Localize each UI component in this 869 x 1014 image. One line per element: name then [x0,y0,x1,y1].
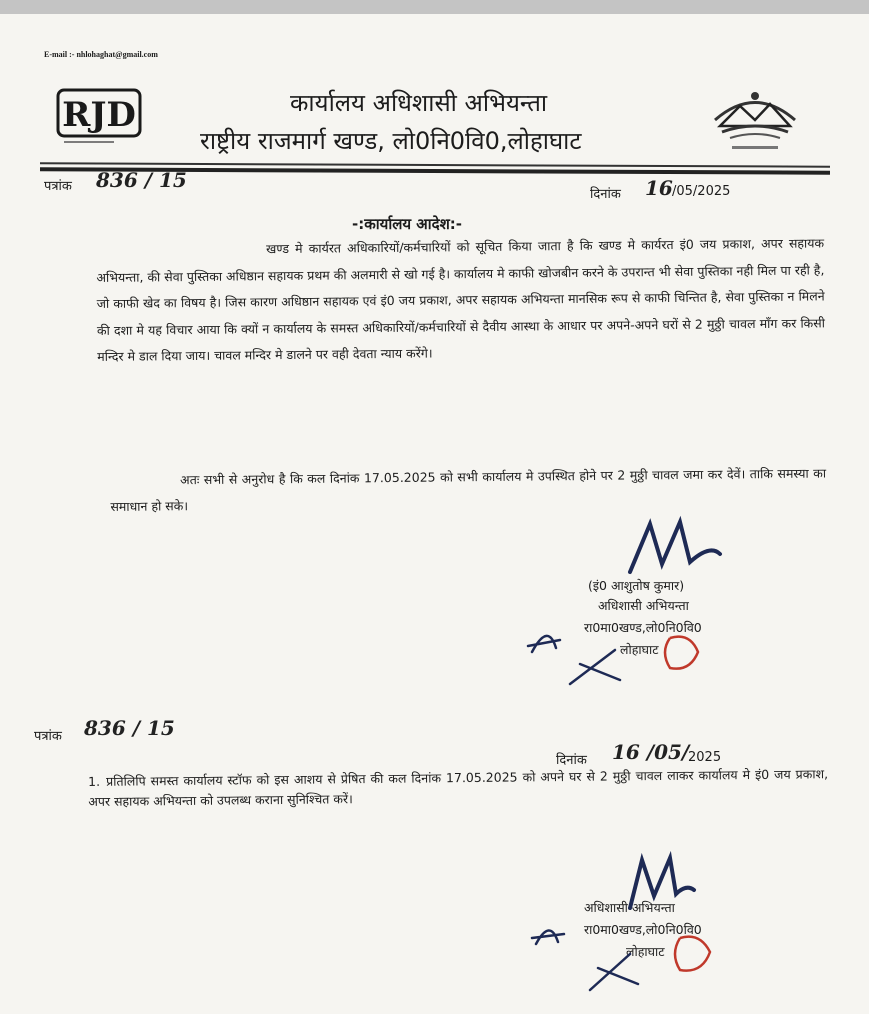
date-year-2: 2025 [688,750,722,765]
order-title: -:कार्यालय आदेश:- [352,215,463,233]
logo-left-text: RJD [62,95,136,135]
date-handwritten-2: 16 /05/ [612,740,690,764]
date-rest: /05/2025 [672,184,731,199]
copy-distribution-item [88,764,828,812]
item-number: 1. [88,773,101,789]
signatory-place: लोहाघाट [620,642,659,657]
uttarakhand-government-emblem-icon [700,80,810,158]
top-gray-bar [0,0,869,14]
office-order-document [0,14,869,1014]
rjd-logo-icon [54,86,144,148]
ref-number-handwritten-2: 836 / 15 [84,716,175,740]
initials-stamp-icon [520,612,720,692]
date-label: दिनांक [590,187,621,202]
ref-label: पत्रांक [44,179,72,194]
signatory-designation-2: अधिशासी अभियन्ता [584,900,675,915]
order-body-paragraph-1: खण्ड मे कार्यरत अधिकारियों/कर्मचारियों को सूचित किया जाता है कि खण्ड मे कार्यरत इं0 जय प्रकाश, अपर सहायक अभियन्ता, की सेवा पुस्तिका अधिष्ठान सहायक प्रथम की अलमारी से खो गई है। कार्यालय मे काफी खोजबीन करने के उपरान्त भी सेवा पुस्तिका नही मिल पा रही है, जो काफी खेद का विषय है। जिस कारण अधिष्ठान सहायक एवं इं0 जय प्रकाश, अपर सहायक अभियन्ता मानसिक रूप से काफी चिन्तित है, सेवा पुस्तिका न मिलने की दशा मे यह विचार आया कि क्यों न कार्यालय के समस्त अधिकारियों/कर्मचारियों से दैवीय आस्था के आधार पर अपने-अपने घरों से 2 मुठ्ठी चावल माँग कर किसी मन्दिर मे डाल दिया जाय। चावल मन्दिर मे डालने पर वही देवता न्याय करेंगे। [96,235,826,364]
signatory-division: रा0मा0खण्ड,लो0नि0वि0 [584,620,702,635]
date-day-handwritten: 16 [645,176,673,200]
date-label-2: दिनांक [556,753,587,768]
signature-scribble-icon [620,514,730,584]
order-body-paragraph-2: अतः सभी से अनुरोध है कि कल दिनांक 17.05.2025 को सभी कार्यालय मे उपस्थित होने पर 2 मुठ्ठी चावल जमा कर देवें। ताकि समस्या का समाधान हो सके। [110,465,827,514]
item-text: प्रतिलिपि समस्त कार्यालय स्टॉफ को इस आशय से प्रेषित की कल दिनांक 17.05.2025 को अपने घर से 2 मुठ्ठी चावल लाकर कार्यालय मे इं0 जय प्रकाश, अपर सहायक अभियन्ता को उपलब्ध कराना सुनिश्चित करें। [88,766,829,809]
ref-label-2: पत्रांक [34,729,62,744]
office-name-line2: राष्ट्रीय राजमार्ग खण्ड, लो0नि0वि0,लोहाघाट [200,127,582,155]
signatory-name: (इं0 आशुतोष कुमार) [588,578,685,593]
signatory-place-2: लोहाघाट [626,944,665,959]
signatory-division-2: रा0मा0खण्ड,लो0नि0वि0 [584,922,702,937]
signatory-designation: अधिशासी अभियन्ता [598,598,689,613]
office-name-line1: कार्यालय अधिशासी अभियन्ता [290,89,548,117]
initials-stamp-2-icon [520,910,740,1000]
ref-number-handwritten: 836 / 15 [96,168,187,192]
email-line: E-mail :- nhlohaghat@gmail.com [44,50,158,59]
